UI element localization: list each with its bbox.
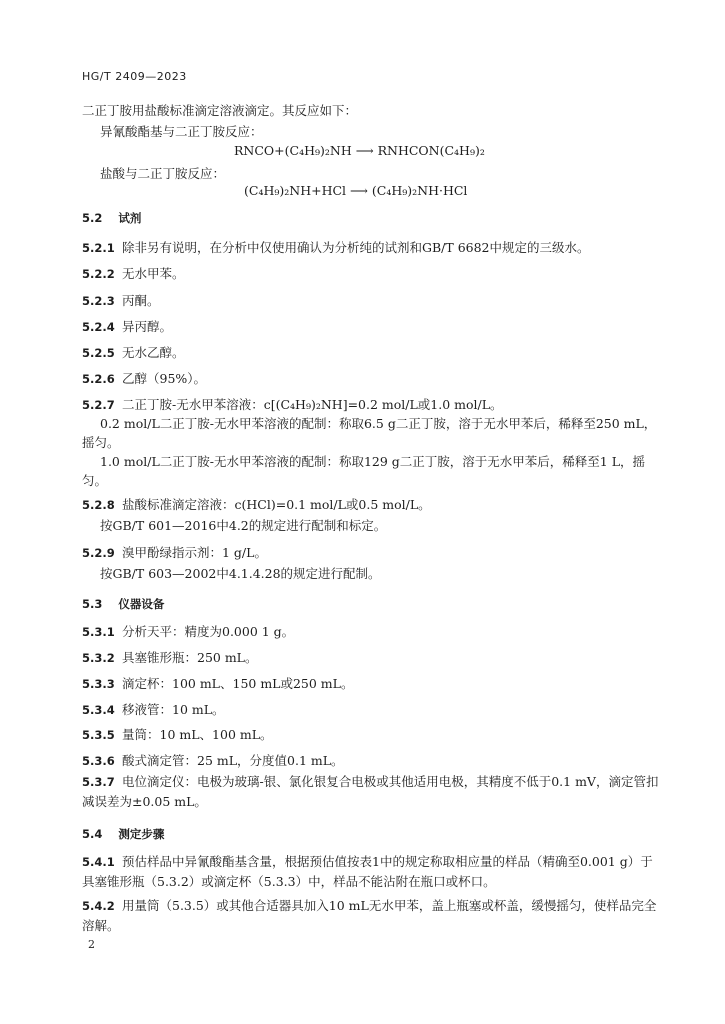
list-item: 5.2.8 盐酸标准滴定溶液：c(HCl)=0.1 mol/L或0.5 mol/L。 [82, 497, 431, 512]
paragraph: 0.2 mol/L二正丁胺-无水甲苯溶液的配制：称取6.5 g二正丁胺，溶于无水甲苯后，稀释至250 mL，摇匀。 [82, 416, 657, 450]
list-item: 5.2.2 无水甲苯。 [82, 266, 185, 281]
list-item: 5.2.4 异丙醇。 [82, 319, 173, 334]
list-item: 5.4.2 用量筒（5.3.5）或其他合适器具加入10 mL无水甲苯，盖上瓶塞或杯盖，缓慢摇匀，使样品完全溶解。 [82, 898, 657, 933]
list-item: 5.2.9 溴甲酚绿指示剂：1 g/L。 [82, 545, 267, 560]
section-number: 5.3 [82, 597, 103, 611]
section-heading [82, 596, 164, 612]
list-item: 5.3.5 量筒：10 mL、100 mL。 [82, 727, 273, 742]
section-number: 5.4 [82, 827, 103, 841]
list-item: 5.2.3 丙酮。 [82, 293, 160, 308]
list-item: 5.2.5 无水乙醇。 [82, 345, 185, 360]
equation: (C₄H₉)₂NH+HCl ⟶ (C₄H₉)₂NH·HCl [244, 183, 468, 198]
section-heading [82, 210, 141, 226]
list-item: 5.2.1 除非另有说明，在分析中仅使用确认为分析纯的试剂和GB/T 6682中规定的三级水。 [82, 240, 590, 255]
intro-line: 异氰酸酯基与二正丁胺反应： [100, 124, 263, 139]
list-item: 5.3.7 电位滴定仪：电极为玻璃-银、氯化银复合电极或其他适用电极，其精度不低于0.1 mV，滴定管扣减误差为±0.05 mL。 [82, 774, 659, 809]
intro-line: 二正丁胺用盐酸标准滴定溶液滴定。其反应如下： [82, 103, 358, 118]
equation: RNCO+(C₄H₉)₂NH ⟶ RNHCON(C₄H₉)₂ [234, 143, 485, 158]
document-header: HG/T 2409—2023 [82, 70, 187, 83]
intro-line: 盐酸与二正丁胺反应： [100, 166, 226, 181]
section-number: 5.2 [82, 211, 103, 225]
section-title: 试剂 [118, 211, 142, 225]
section-heading [82, 826, 164, 842]
section-title: 测定步骤 [118, 827, 165, 841]
paragraph: 按GB/T 601—2016中4.2的规定进行配制和标定。 [100, 518, 387, 533]
paragraph: 1.0 mol/L二正丁胺-无水甲苯溶液的配制：称取129 g二正丁胺，溶于无水甲苯后，稀释至1 L，摇匀。 [82, 454, 646, 488]
list-item: 5.2.7 二正丁胺-无水甲苯溶液：c[(C₄H₉)₂NH]=0.2 mol/L或1.0 mol/L。 [82, 397, 503, 412]
list-item: 5.3.3 滴定杯：100 mL、150 mL或250 mL。 [82, 676, 354, 691]
list-item: 5.4.1 预估样品中异氰酸酯基含量，根据预估值按表1中的规定称取相应量的样品（精确至0.001 g）于具塞锥形瓶（5.3.2）或滴定杯（5.3.3）中，样品不能沾附在瓶口或杯口。 [82, 854, 653, 889]
list-item: 5.3.6 酸式滴定管：25 mL，分度值0.1 mL。 [82, 753, 344, 768]
section-title: 仪器设备 [118, 597, 165, 611]
list-item: 5.3.2 具塞锥形瓶：250 mL。 [82, 650, 258, 665]
page-number: 2 [88, 938, 95, 951]
list-item: 5.2.6 乙醇（95%）。 [82, 371, 207, 386]
list-item: 5.3.1 分析天平：精度为0.000 1 g。 [82, 624, 295, 639]
paragraph: 按GB/T 603—2002中4.1.4.28的规定进行配制。 [100, 566, 381, 581]
list-item: 5.3.4 移液管：10 mL。 [82, 702, 225, 717]
